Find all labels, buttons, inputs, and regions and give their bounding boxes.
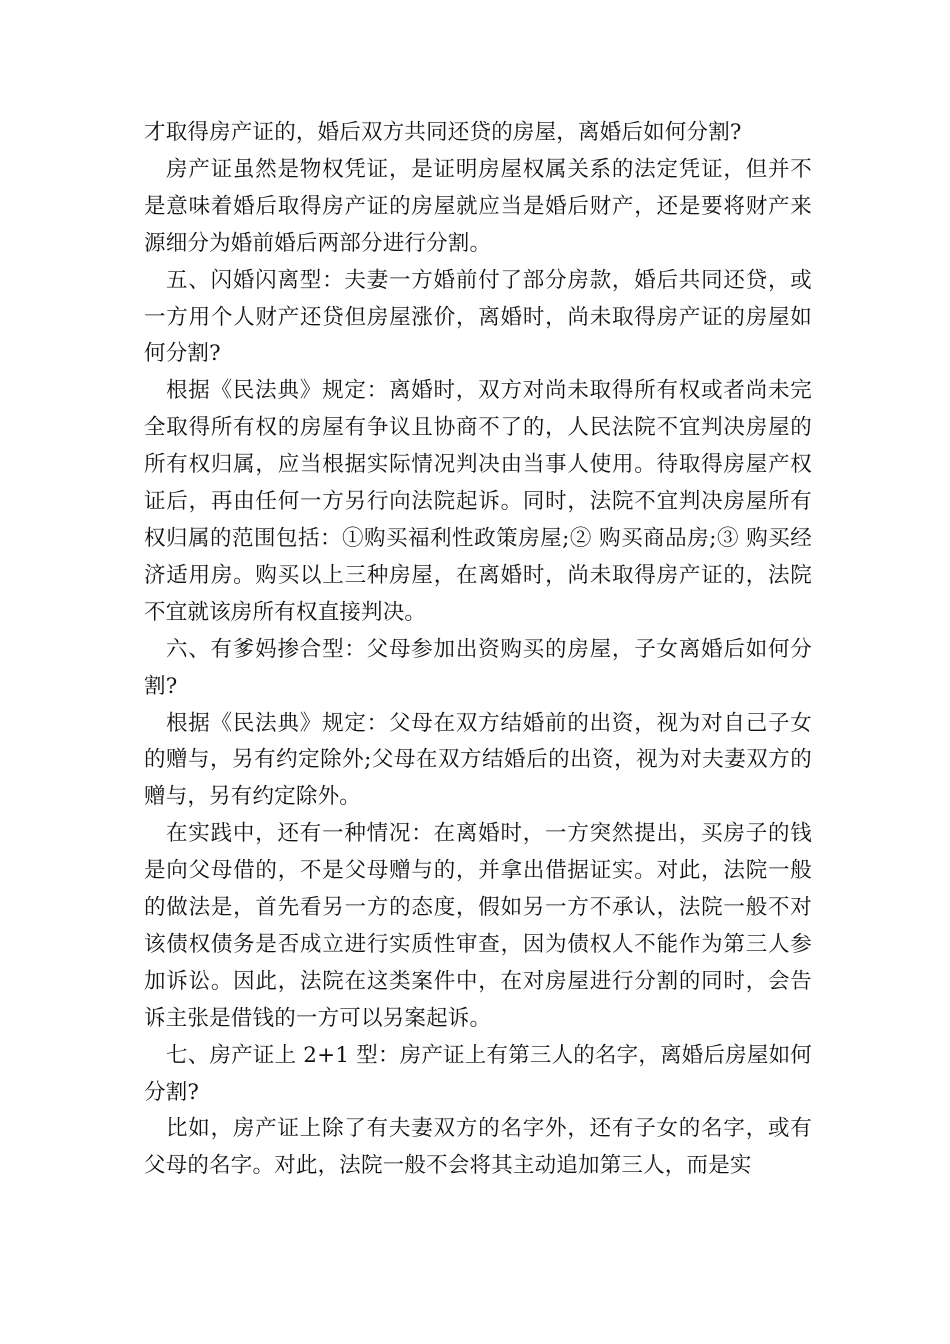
document-body: [144, 115, 812, 1185]
paragraph-section-seven-body: 比如，房产证上除了有夫妻双方的名字外，还有子女的名字，或有父母的名字。对此，法院一般不会将其主动追加第三人，而是实: [144, 1116, 812, 1179]
paragraph-continuation: 才取得房产证的，婚后双方共同还贷的房屋，离婚后如何分割?: [144, 120, 742, 145]
paragraph-section-seven-heading: 七、房产证上 2+1 型：房产证上有第三人的名字，离婚后房屋如何分割?: [144, 1042, 812, 1105]
paragraph-section-five-body: 根据《民法典》规定：离婚时，双方对尚未取得所有权或者尚未完全取得所有权的房屋有争议且协商不了的，人民法院不宜判决房屋的所有权归属，应当根据实际情况判决由当事人使用。待取得房屋产权证后，再由任何一方另行向法院起诉。同时，法院不宜判决房屋所有权归属的范围包括：①购买福利性政策房屋;② 购买商品房;③ 购买经济适用房。购买以上三种房屋，在离婚时，尚未取得房产证的，法院不宜就该房所有权直接判决。: [144, 378, 812, 625]
paragraph-section-six-practice: 在实践中，还有一种情况：在离婚时，一方突然提出，买房子的钱是向父母借的，不是父母赠与的，并拿出借据证实。对此，法院一般的做法是，首先看另一方的态度，假如另一方不承认，法院一般不对该债权债务是否成立进行实质性审查，因为债权人不能作为第三人参加诉讼。因此，法院在这类案件中，在对房屋进行分割的同时，会告诉主张是借钱的一方可以另案起诉。: [144, 821, 812, 1031]
paragraph-section-six-body: 根据《民法典》规定：父母在双方结婚前的出资，视为对自己子女的赠与，另有约定除外;父母在双方结婚后的出资，视为对夫妻双方的赠与，另有约定除外。: [144, 710, 812, 810]
paragraph-title-deed-explanation: 房产证虽然是物权凭证，是证明房屋权属关系的法定凭证，但并不是意味着婚后取得房产证的房屋就应当是婚后财产，还是要将财产来源细分为婚前婚后两部分进行分割。: [144, 156, 812, 256]
paragraph-section-five-heading: 五、闪婚闪离型：夫妻一方婚前付了部分房款，婚后共同还贷，或一方用个人财产还贷但房屋涨价，离婚时，尚未取得房产证的房屋如何分割?: [144, 267, 812, 367]
paragraph-section-six-heading: 六、有爹妈掺合型：父母参加出资购买的房屋，子女离婚后如何分割?: [144, 636, 812, 699]
